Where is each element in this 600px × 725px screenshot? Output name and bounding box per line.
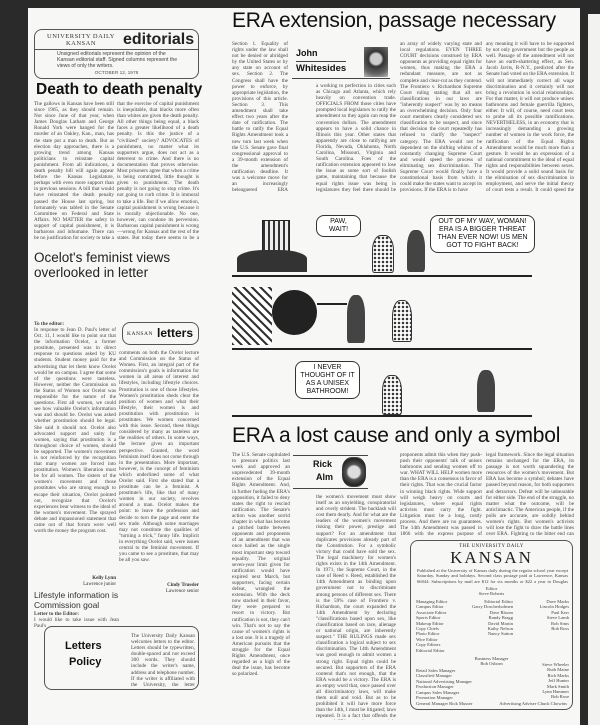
name: Nancy Sutton bbox=[487, 631, 513, 637]
ground-line bbox=[232, 275, 532, 277]
column2-col-3: proponents admit this when they push-push their opponents' talk of unisex bathrooms and sending women off to war. WHAT WILL HELP women more than the ERA is a consensus in favor of their rights. That was the crucial factor in winning black rights. Wide support will weigh heavy on courts and legislatures, where equal rights activists must carry the fight. Litigation must be a long, costly process. And there are no guarantees. The 14th Amendment was passed in 1866 with the express purpose of bbox=[400, 452, 482, 537]
role: Editorial Editor bbox=[416, 647, 445, 653]
man-walking-figure bbox=[477, 370, 495, 412]
role: Associate Editor bbox=[416, 609, 447, 615]
name: Rich Marks bbox=[547, 672, 569, 678]
adjacent-page-edge bbox=[588, 14, 600, 725]
name: Rob Sims bbox=[551, 620, 569, 626]
editor-name: Steve Roberts bbox=[478, 591, 505, 596]
author-last: Alm bbox=[316, 472, 334, 482]
editorial-headline: Death to death penalty bbox=[36, 81, 203, 98]
name: Paul Kerr bbox=[551, 609, 569, 615]
letter-signer-2: Cindy Trussler bbox=[167, 583, 199, 588]
column-headline-lost-cause: ERA a lost cause and only a symbol bbox=[232, 424, 561, 447]
speech-bubble-3: I NEVER THOUGHT OF IT AS A UNISEX BATHROOM! bbox=[295, 361, 360, 399]
author-last: Whitesides bbox=[296, 63, 347, 74]
letters-policy-box bbox=[44, 626, 199, 690]
rifle-drawing bbox=[317, 303, 347, 305]
role: Campus Editor bbox=[416, 604, 444, 610]
column1-col-2: a working to perfection in cities such as Chicago and Atlanta, which rely heavily on convention trade. OFFICIALS FROM those cities have prompted local legislators to ratify the amendment so they again can reap the convention dollars. The amendment appears to have a solid chance in Illinois this year. Other states that apparently are close to ratifying are Florida, Nevada, Oklahoma, North Carolina, Missouri, Virginia and South Carolina. Foes of the ratification extension appeared to lose the issue as some sort of foolish game, maintaining that because the equal rights issue was being in legislatures they feel there should be bbox=[316, 83, 396, 193]
business-label: Business Manager bbox=[474, 656, 509, 661]
role: Managing Editor bbox=[416, 599, 448, 604]
role: Sports Editor bbox=[416, 615, 441, 621]
speech-bubble-2: OUT OF MY WAY, WOMAN! ERA IS A BIGGER THREAT THAN EVER NOW! US MEN GOT TO FIGHT BACK! bbox=[430, 215, 535, 253]
general-manager bbox=[416, 701, 473, 706]
issue-date: OCTOBER 12, 1978 bbox=[94, 71, 139, 76]
smoke-cloud-drawing bbox=[272, 290, 317, 335]
ground-line-2 bbox=[232, 348, 532, 350]
letters-policy-title-2: Policy bbox=[69, 656, 102, 668]
role: Makeup Editor bbox=[416, 620, 444, 626]
column1-col-1: Section 1. Equality of rights under the law shall not be denied or abridged by the United States or by any state on account of sex. Section 2. The Congress shall have the power to enforce, by appropriate legislation, the provisions of this article. Section 3. This amendment shall take effect two years after the date of ratification. The battle to ratify the Equal Rights Amendment took a new turn last week when the U.S. Senate gave final congressional approval to a 39-month extension of the amendment's ratification deadline. It was a welcome move for an increasingly beleaguered ERA bbox=[232, 41, 288, 193]
name: Steve Lamb bbox=[546, 615, 569, 621]
column1-col-4: any meaning it will have to be supported by not only government but the people as well. Passage of the amendment will not have an earth-shattering effect, as Sen. Jacob Javits, R-N.Y., predicted after the Senate had voted on the ERA extension. It will not immediately correct all wage discrimination and it certainly will not bring a revolution in social relationships. For that matter, it will not produce unisex bathrooms and female guerrilla fighters, either. It will, of course, need court tests to probe all its possible ramifications. NEVERTHELESS, in an economy that is increasingly demanding a growing number of women in the work force, the ratification of the Equal Rights Amendment would be much more than a gesture. It would be an expression of a national commitment to the ideal of equal rights and responsibilities between sexes. It would provide a solid sound basis for the elimination of sex discrimination in employment, and serve the initial theory of court tests a result. It could speed the bbox=[486, 41, 574, 193]
name: Garry Doscherholmen bbox=[472, 604, 513, 610]
name: Editorial Editor bbox=[484, 599, 513, 604]
name: Chuck Chowins bbox=[537, 701, 567, 706]
speech-bubble-1: PAW, WAIT! bbox=[316, 215, 361, 237]
letter-headline-ocelot: Ocelot's feminist views overlooked in letter bbox=[34, 250, 171, 280]
name: Dave Bloom bbox=[489, 609, 513, 615]
woman-figure-3 bbox=[382, 375, 402, 415]
name: Steve Wheeler bbox=[542, 662, 569, 667]
role: Campus Sales Manager bbox=[416, 689, 460, 695]
role: Copy Editors bbox=[416, 642, 441, 648]
role: Production Manager bbox=[416, 684, 454, 690]
letter2-salutation: Letter to the Editor: bbox=[34, 611, 79, 617]
name: David Martin bbox=[488, 620, 513, 626]
staff-names-continued bbox=[517, 599, 569, 631]
column2-col-2: the women's movement must show itself as an unyielding, conspiratorial and overly strident. The backlash will cost them dearly. And for what are the leaders of the women's movement risking their power, prestige and support? For an amendment that duplicates provisions already part of the Constitution. For a symbolic victory that could have sold the sex. The legal machinery for women's rights exists in the 14th Amendment. In 1971, the Supreme Court, in the case of Reed v. Reed, established the 14th Amendment as binding upon government not to discriminate among persons of different sex. There is the 59% case of Frontiero v. Richardson, the court expanded the 14th Amendment by declaring "classifications based upon sex, like classification based on race, alienage or national origin, are inherently suspect." THE RULINGS made sex classification a logical subject to sex discrimination. The 14th Amendment was good enough to admit women a strong right. Equal rights could be secured. But supporters of the ERA contend that's not enough, that the ERA would be a victory. The ERA is an empty word that, once passed over all discriminatory laws, will make them null and void. But as to be prohibited it will have more force than the 14th, I must be litigated; laws repeated. It is a fact that offends the bbox=[316, 494, 396, 720]
role: Wire Editor bbox=[416, 636, 438, 642]
ad-names bbox=[507, 662, 569, 700]
label: General Manager bbox=[416, 701, 449, 706]
divider bbox=[35, 49, 198, 50]
role: Promotion Manager bbox=[416, 695, 453, 701]
name: Bob Rose bbox=[551, 694, 569, 700]
letter-signer-1-city: Lawrence junior bbox=[83, 582, 116, 587]
author-photo bbox=[364, 47, 388, 77]
label: Advertising Adviser bbox=[499, 701, 537, 706]
ground-line-3 bbox=[232, 415, 532, 417]
author-first: John bbox=[296, 48, 318, 58]
disclaimer: Unsigned editorials represent the opinion of the Kansan editorial staff. Signed columns represent the views of only the writers. bbox=[57, 51, 178, 70]
editor-label: Editor bbox=[485, 586, 498, 591]
role: National Advertising Manager bbox=[416, 678, 472, 684]
letters-policy-title-1: Letters bbox=[65, 640, 102, 652]
letter-signer-1: Kelly Lynn bbox=[92, 576, 116, 581]
man-shooting-figure bbox=[347, 295, 365, 343]
letters-brand: letters bbox=[157, 326, 194, 340]
letter-body-col-1: In response to Jean D. Paul's letter of Oct. 11, I would like to point out that the information Ocelot, a former prostitute, presented was in direct response to questions asked by KU students. Student money paid for the advertising that let them know Ocelot would be on campus. I agree that some of the questions were tasteless. However, neither the Commission on the Status of Women nor Ocelot was responsible for the nature of the questions. First all women, we could see how valuable Ocelot's information was and should be. Ocelot was asked whether prostitution should be legal. She said it should not. Ocelot also advocated support and unity for women, saying that prostitution is a throughout choice of women, should be supported. The women's movement is not reinforced by the recognition that many women are forced into prostitution. Women's liberation must be for all women. The sisters of the women's movement and those prostitutes who are strong enough to escape their situation, Ocelot pointed out, recognize that Ocelot's experiences bear witness to the ideal of the women's movement. The sprayed debate and impassioned statement that came out of that forum were well worth the money the program cost. bbox=[34, 327, 116, 535]
woman-figure-2 bbox=[392, 300, 412, 342]
wreckage-drawing bbox=[232, 287, 272, 345]
name: Randy Bragg bbox=[488, 615, 513, 621]
business-name: Bob Osborn bbox=[480, 661, 503, 666]
masthead-name: KANSAN bbox=[450, 548, 533, 567]
masthead-info: Published at the University of Kansas daily during the regular school year except Saturday, Sunday and holidays. Second class postage paid at Lawrence, Kansas 66044. Subscriptions by mail are $12 for six months or $22 a year in Douglas bbox=[417, 568, 568, 584]
role: Classified Manager bbox=[416, 673, 452, 679]
column2-col-4: legal framework. Since the legal situation remains unchanged for the ERA, its passage is not worth squandering the resources of the women's movement. But ERA has become a symbol; debates have passed beyond reason, for both supporters and detractors. Defeat will be unbearable for either side. The end of the struggle, no matter what the outcome, will be anticlimactic. The American people, if the polls are accurate, are solidly behind women's rights. But women's activists will lose the fight to draw the battle lines over ERA. Fighting to the bitter end can bbox=[486, 452, 574, 537]
kansan-letters-box bbox=[122, 322, 199, 345]
name: Dave Marks bbox=[546, 599, 569, 604]
letter-salutation: To the editor: bbox=[34, 321, 65, 327]
name: Rick Musser bbox=[449, 701, 473, 706]
letters-policy-body: The University Daily Kansan welcomes letters to the editor. Letters should be typewritten, double-spaced and not exceed 300 words. They should include the writer's name, address and telephone number. If the writer is affiliated with the University, the letter bbox=[131, 633, 195, 687]
editorials-header-box bbox=[34, 29, 199, 79]
section-title: editorials bbox=[123, 31, 195, 48]
name: Mark Smith bbox=[546, 683, 569, 689]
man-figure bbox=[407, 230, 425, 272]
author-first: Rick bbox=[313, 459, 333, 469]
masthead-box bbox=[410, 540, 573, 710]
name: Lincoln Hodges bbox=[539, 604, 569, 610]
column1-col-3: an array of widely varying state and local regulations. EVEN THREE COURT decisions construed by ERA opponents as providing equal rights for women, thus making the ERA a redundant measure, are not as complete and clear-cut as they contend. The Frontiero v. Richardson Supreme Court ruling stating that all sex classifications in our laws are "inherently suspect" was by no means an overwhelming decision. Only four court members clearly considered sex classification to be suspect, and since that decision the court repeatedly has refused to clarify the "suspect" category. The ERA would not be dependent on the shifting whims of a constantly changing Supreme Court and would speed the process of eliminating sex discrimination. The Supreme Court would finally have a constitutional basis from which it could make the states want to accept its provisions. If the ERA is to have bbox=[400, 41, 482, 193]
advertising-adviser bbox=[499, 701, 567, 706]
editorial-cartoon bbox=[232, 195, 572, 420]
letter-signer-2-city: Lawrence senior bbox=[165, 589, 199, 594]
editorial-col-1: The gallows in Kansas have been still since 1965, as they should remain. Not since June of that year, when James Douglas Latham and George Ronald York were hanged for the murder of an Oakley, Kan., man, has the state put a man to death. But as election day approaches, there is a growing trend among Kansas politicians to reinstate capital punishment. From all indications, a death penalty bill will again appear before the Kansas Legislature, perhaps with even more support than in previous sessions. A bill that would have reinstated the death penalty passed the House last spring, but fortunately was tabled in the Senate Committee on Federal and State Affairs. NO MATTER the safety in support of capital punishment, it is barbarous and inhumane. There can be no justification for society to take a bbox=[34, 101, 114, 241]
byline-box-alm bbox=[293, 455, 368, 489]
kansan-brand: KANSAN bbox=[127, 331, 153, 337]
name: Bob Ross bbox=[551, 626, 569, 632]
author-photo bbox=[342, 457, 366, 487]
column-headline-extension: ERA extension, passage necessary bbox=[232, 9, 556, 32]
role: Retail Sales Manager bbox=[416, 668, 456, 673]
letter2-body: I would like to take issue with Jean Paul's bbox=[34, 617, 119, 630]
column2-col-1: The U.S. Senate capitulated to pressure politics last week and approved an unprecedented 39-month extension of the Equal Rights Amendment. And, in further fueling the ERA's opposition, it failed to deny states the right to rescind ratification. The Senate's action was another sorrid chapter in what has become a pitched battle between opponents and proponents of an amendment that was once hailed as the single most important step toward equality. The original seven-year limit given for ratification would have expired next March, but supporters, facing certain defeat, wrangled the extension. With the deck now stacked in their favor, they were prepared to resort to victory. But ratification is not, they can't win. That's not to say the cause of women's rights is a lost one. It is a tragedy of American pursuits that the struggle for the Equal Rights Amendment, once regarded as a high of the deal the issue, has become so polarized. bbox=[232, 452, 290, 678]
staff-roles bbox=[416, 599, 458, 653]
role: Photo Editor bbox=[416, 631, 440, 637]
name: Ruth Maine bbox=[547, 667, 569, 673]
woman-figure bbox=[372, 235, 394, 273]
name: Jeff Hunter bbox=[548, 678, 569, 684]
bushes-drawing bbox=[237, 250, 307, 272]
byline-box-whitesides bbox=[292, 45, 390, 79]
role: Copy Chiefs bbox=[416, 626, 440, 632]
staff-names bbox=[461, 599, 513, 637]
name: Kathy Nelson bbox=[487, 626, 513, 632]
editorial-col-2: that the exercise of capital punishment is inequitable, that blacks more often than whites are given the death penalty. All other things being equal, a black faces a greater likelihood of a death penalty. Is this the justice of a "civilized" society? ADVOCATES of punishment, no matter what its supporters argue, does not act as a deterrent to crime. And there is no documentation that proves otherwise. Most prisoners agree that when a crime is being committed, little thought is given to punishment. The death penalty is not going to stop crime. It's not going to curb crime. It is immoral to take a life. But if we allow emotion, capital punishment is wrong because it is morally objectionable. No one, however, can condone its perversion. Barbarous capital punishment is wrong—wrong for Kansas and the rest of the states. But today there seems to be a bbox=[117, 101, 199, 241]
name: Lynn Hammer bbox=[542, 689, 569, 695]
masthead-the: THE UNIVERSITY DAILY bbox=[459, 544, 524, 549]
paper-name: UNIVERSITY DAILY KANSAN bbox=[47, 33, 115, 47]
letter-headline-lifestyle: Lifestyle information is Commission goal bbox=[34, 590, 119, 610]
ad-roles bbox=[416, 668, 492, 700]
letter-body-col-2: comments on both the Ocelot lecture and Commission on the Status of Women. First, an integral part of the commission's goals is information for women in all areas of interest and lifestyles, including lifestyle choices. Prostitution is one of those lifestyles. Women's prostitution sheds clear the position of women and what their lifestyle, their women is and prostitution with prostitution in prostitutes. We women concerned with this issue. Second, these things considered by many as tasteless are the realities of others. In some ways, the lecture gives an important perspective. Granted, the word feminism itself does not come through in the presentation. More important, however, is the concept of feminism which underlined some of what Ocelot said. First she stated that a prostitute can be a feminist. A prostitute's life, like that of many women in our society, revolves around a man. Ocelot makes the point: to leave the profession and decide to turn the page and enter the sex trade. Although some marriages may not constitute the qualities of "turning a trick," funny life. Implicit in everything Ocelot said, were issues central to the feminist movement. If you came to see a prostitute, that may be all you saw. bbox=[119, 350, 199, 564]
